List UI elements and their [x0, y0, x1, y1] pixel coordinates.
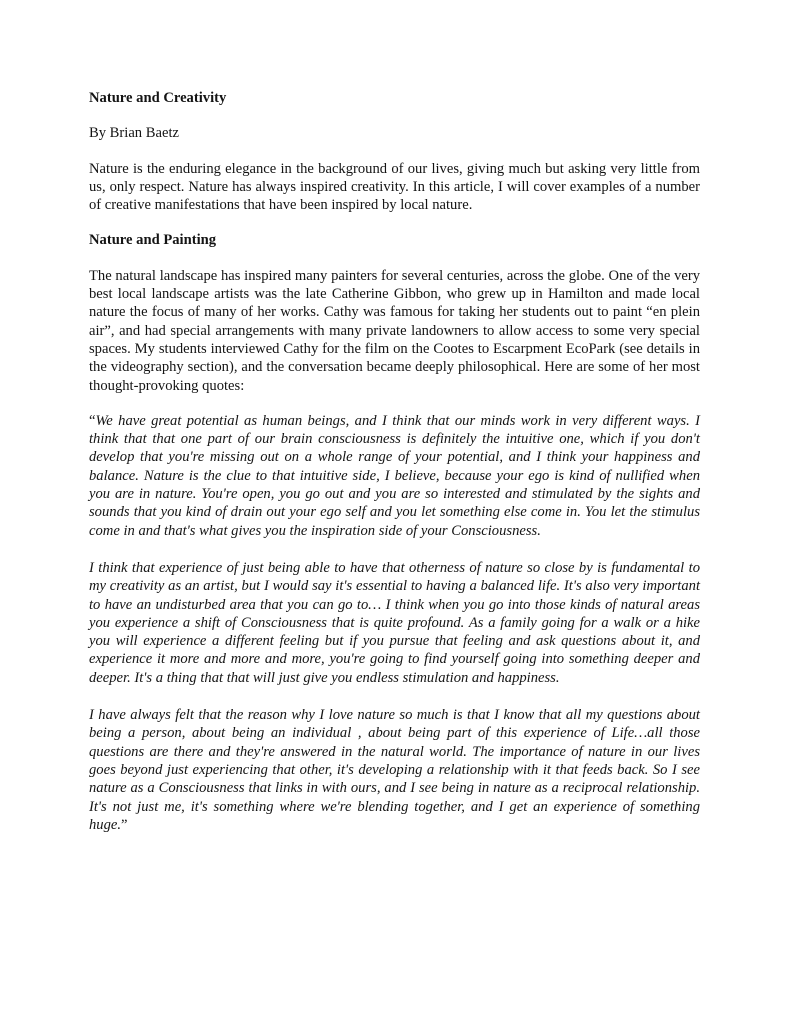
document-title: Nature and Creativity — [89, 90, 227, 106]
quote-open-mark: “ — [89, 412, 96, 429]
quote-paragraph-3 — [89, 706, 700, 834]
quote-text-1: We have great potential as human beings, and I think that our minds work in very different ways. I think that that one part of our brain consciousness is definitely the intuitive one, which if you don't develop that you're missing out on a whole range of your potential, and I think your happiness and balance. Nature is the clue to that intuitive side, I believe, because your ego is kind of nullified when you are in nature. You're open, you go out and you are so interested and stimulated by the sights and sounds that you kind of drain out your ego self and you let something else come in. You let the stimulus come in and that's what gives you the inspiration side of your Consciousness. — [89, 412, 700, 539]
quote-paragraph-2 — [89, 559, 700, 687]
quote-text-3: I have always felt that the reason why I love nature so much is that I know that all my questions about being a person, about being an individual , about being part of this experience of Life…all those questions are there and they're answered in the natural world. The importance of nature in our lives goes beyond just experiencing that other, it's developing a relationship with it that feeds back. So I see nature as a Consciousness that links in with ours, and I see being in nature as a reciprocal relationship. It's not just me, it's something where we're blending together, and I get an experience of something huge. — [89, 707, 700, 833]
painting-paragraph: The natural landscape has inspired many painters for several centuries, across the globe. One of the very best local landscape artists was the late Catherine Gibbon, who grew up in Hamilton and made local nature the focus of many of her works. Cathy was famous for taking her students out to paint “en plein air”, and had special arrangements with many private landowners to allow access to some very special spaces. My students interviewed Cathy for the film on the Cootes to Escarpment EcoPark (see details in the videography section), and the conversation became deeply philosophical. Here are some of her most thought-provoking quotes: — [89, 267, 700, 394]
section-heading-painting: Nature and Painting — [89, 232, 217, 249]
quote-text-2: I think that experience of just being able to have that otherness of nature so close by is fundamental to my creativity as an artist, but I would say it's essential to having a balanced life. It's also very important to have an undisturbed area that you can go to… I think when you go into those kinds of natural areas you experience a shift of Consciousness that is quite profound. As a family going for a walk or a hike you will experience a different feeling but if you pursue that feeling and ask questions about it, and experience it more and more and more, you're going to find yourself going into something deeper and deeper. It's a thing that that will just give you endless stimulation and happiness. — [89, 559, 700, 686]
document-body — [89, 89, 700, 834]
quote-close-mark: ” — [121, 816, 128, 833]
author-byline: By Brian Baetz — [89, 125, 179, 142]
quote-paragraph-1 — [89, 412, 700, 540]
intro-paragraph: Nature is the enduring elegance in the background of our lives, giving much but asking very little from us, only respect. Nature has always inspired creativity. In this article, I will cover examples of a number of creative manifestations that have been inspired by local nature. — [89, 160, 700, 214]
